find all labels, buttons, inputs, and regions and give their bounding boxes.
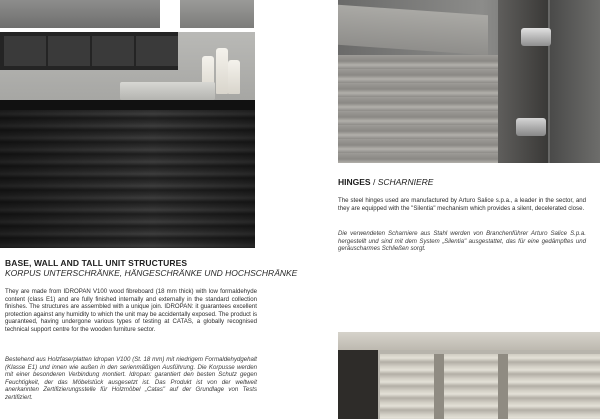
shelf-cell (4, 36, 46, 66)
photo-top-panel (338, 332, 600, 350)
photo-open-shelf (0, 32, 178, 70)
hinge-upper (521, 28, 551, 46)
hinge-closeup-photo (338, 0, 600, 163)
photo-door-edge (498, 0, 548, 163)
base-paragraph-de: Bestehend aus Holzfaserplatten Idropan V100 (St. 18 mm) mit niedrigem Formaldehydgehalt (Klasse E1) und innen wie außen in den serienmäßigen Ausführung. Die Korpusse werden mit einer besonderen Verbindung montiert. Idropan: garantiert den besten Schutz gegen Feuchtigkeit, der das Möbelstück ausgesetzt ist. Das Produkt ist von der weltweit anerkannten Zertifizierungsstelle für Holzmöbel „Catas" auf der Grundlage von Tests zertifiziert. (5, 356, 257, 401)
cabinet-fronts-photo (338, 332, 600, 419)
photo-countertop (0, 100, 255, 110)
hinges-paragraph-de: Die verwendeten Scharniere aus Stahl werden von Branchenführer Arturo Salice S.p.a. hergestellt und sind mit dem System „Silentia" ausgestattet, das für eine gedämpftes und geräuscharmes Schließen sorgt. (338, 230, 586, 253)
hinges-heading-de: SCHARNIERE (377, 177, 434, 187)
photo-wave-panel (508, 354, 562, 419)
photo-dark-frame (338, 350, 378, 419)
photo-handle-gap (498, 354, 508, 419)
photo-shading (0, 110, 255, 248)
base-heading-en: BASE, WALL AND TALL UNIT STRUCTURES (5, 258, 188, 268)
base-paragraph-en: They are made from IDROPAN V100 wood fibreboard (18 mm thick) with low formaldehyde content (class E1) and are fully finished internally and externally in the standard collection finishes. The structures are assembled with a unique join. IDROPAN: it guarantees excellent protection against any humidity to which the unit may be accidentally exposed. The product is guaranteed, having undergone various types of testing at CATAS, a globally recognised technical support centre for the wooden furniture sector. (5, 288, 257, 333)
hinge-lower (516, 118, 546, 136)
photo-cabinet-side (550, 0, 600, 163)
shelf-cell (136, 36, 178, 66)
photo-folded-towels (338, 55, 498, 163)
shelf-cell (48, 36, 90, 66)
hinges-paragraph-en: The steel hinges used are manufactured by Arturo Salice s.p.a., a leader in the sector, and they are equipped with the "Silentia" mechanism which provides a silent, decelerated close. (338, 197, 586, 212)
hinges-heading-separator: / (370, 177, 378, 187)
photo-wave-panel (562, 354, 600, 419)
hinges-heading (338, 177, 433, 187)
photo-handle-gap (434, 354, 444, 419)
base-heading-de: KORPUS UNTERSCHRÄNKE, HÄNGESCHRÄNKE UND HOCHSCHRÄNKE (5, 268, 298, 278)
photo-wave-panel (380, 354, 434, 419)
photo-towel (120, 82, 215, 100)
bathroom-unit-photo (0, 32, 255, 248)
shelf-cell (92, 36, 134, 66)
top-photo-left (0, 0, 160, 28)
bottle (216, 48, 228, 94)
hinges-heading-en: HINGES (338, 177, 371, 187)
bottle (228, 60, 240, 94)
photo-wave-panel (444, 354, 498, 419)
top-photo-right (180, 0, 254, 28)
